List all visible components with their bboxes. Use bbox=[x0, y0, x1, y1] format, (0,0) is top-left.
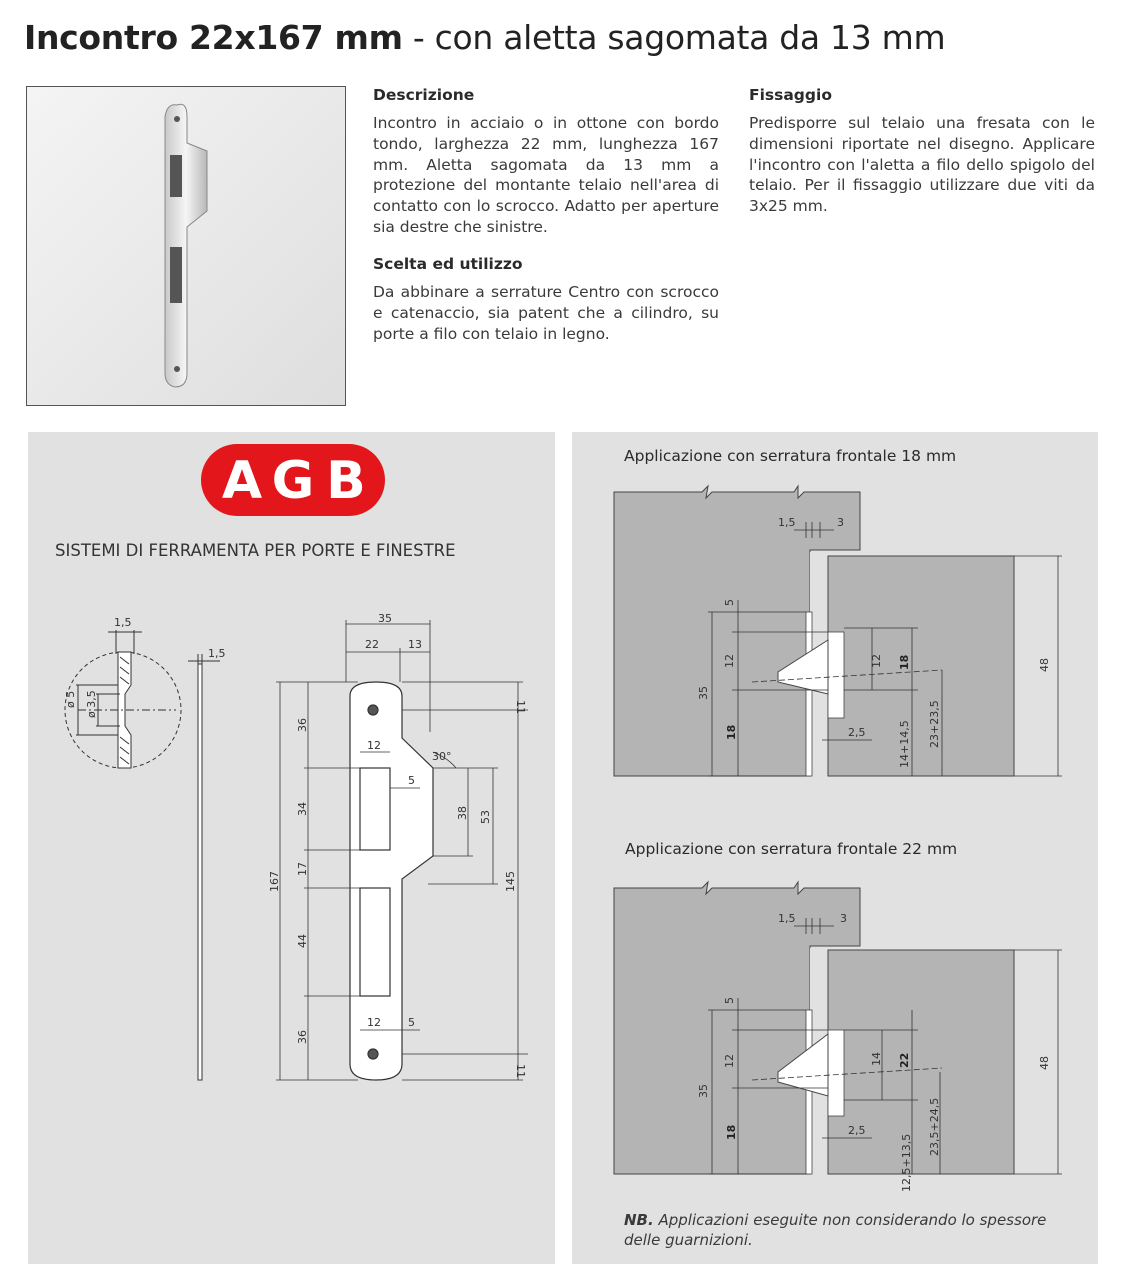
footnote-label: NB. bbox=[624, 1211, 654, 1229]
scelta-heading: Scelta ed utilizzo bbox=[373, 255, 523, 273]
page-title bbox=[24, 18, 945, 57]
footnote bbox=[624, 1210, 1054, 1250]
app22-dim-5: 5 bbox=[723, 997, 736, 1004]
dim-12-top: 12 bbox=[367, 739, 381, 752]
title-bold: Incontro 22x167 mm bbox=[24, 18, 403, 57]
logo-letter-b: B bbox=[326, 451, 366, 511]
app22-dim-35: 35 bbox=[697, 1084, 710, 1098]
app18-dim-5: 5 bbox=[723, 599, 736, 606]
dim-36-bottom: 36 bbox=[296, 1030, 309, 1044]
app22-dim-3: 3 bbox=[840, 912, 847, 925]
app22-dim-22: 22 bbox=[898, 1052, 911, 1068]
app18-title: Applicazione con serratura frontale 18 mm bbox=[624, 447, 957, 465]
dim-1-5-detail: 1,5 bbox=[114, 616, 132, 629]
dim-145: 145 bbox=[504, 871, 517, 892]
dim-11-top: 11 bbox=[514, 700, 527, 714]
dim-53: 53 bbox=[479, 810, 492, 824]
dim-5-bottom: 5 bbox=[408, 1016, 415, 1029]
app22-dim-12: 12 bbox=[723, 1054, 736, 1068]
app22-title: Applicazione con serratura frontale 22 mm bbox=[625, 840, 958, 858]
strike-drawing bbox=[28, 432, 555, 1264]
app22-dim-14: 14 bbox=[870, 1052, 883, 1066]
app22-dim-48: 48 bbox=[1038, 1056, 1051, 1070]
fissaggio-text: Predisporre sul telaio una fresata con le dimensioni riportate nel disegno. Applicare l'incontro con l'aletta a filo dello spigolo del telaio. Per il fissaggio utilizzare due viti da 3x25 mm. bbox=[749, 114, 1095, 216]
dim-22: 22 bbox=[365, 638, 379, 651]
app18-dim-14-14-5: 14+14,5 bbox=[898, 720, 911, 768]
app18-dim-1-5: 1,5 bbox=[778, 516, 796, 529]
app18-dim-48: 48 bbox=[1038, 658, 1051, 672]
app18-dim-35: 35 bbox=[697, 686, 710, 700]
app18-dim-12-right: 12 bbox=[870, 654, 883, 668]
dim-35: 35 bbox=[378, 612, 392, 625]
app22-dim-23-5-24-5: 23,5+24,5 bbox=[928, 1097, 941, 1156]
app22-dim-18: 18 bbox=[725, 1124, 738, 1140]
app18-dim-3: 3 bbox=[837, 516, 844, 529]
scelta-text: Da abbinare a serrature Centro con scrocco e catenaccio, sia patent che a cilindro, su porte a filo con telaio in legno. bbox=[373, 283, 719, 343]
agb-logo bbox=[201, 444, 385, 516]
app18-dim-2-5: 2,5 bbox=[848, 726, 866, 739]
brand-tagline: SISTEMI DI FERRAMENTA PER PORTE E FINESTRE bbox=[55, 541, 456, 560]
descrizione-heading: Descrizione bbox=[373, 86, 475, 104]
dim-17: 17 bbox=[296, 862, 309, 876]
logo-letter-a: A bbox=[221, 451, 263, 511]
dim-167: 167 bbox=[268, 871, 281, 892]
fissaggio-heading: Fissaggio bbox=[749, 86, 832, 104]
descrizione-text: Incontro in acciaio o in ottone con bordo tondo, larghezza 22 mm, lunghezza 167 mm. Aletta sagomata da 13 mm a protezione del montante telaio nell'area di contatto con lo scrocco. Adatto per aperture sia destre che sinistre. bbox=[373, 114, 719, 236]
dim-1-5-side: 1,5 bbox=[208, 647, 226, 660]
app22-dim-2-5: 2,5 bbox=[848, 1124, 866, 1137]
dim-angle: 30° bbox=[432, 750, 452, 763]
application-drawings bbox=[572, 432, 1098, 1264]
dim-12-bottom: 12 bbox=[367, 1016, 381, 1029]
app18-dim-23-23-5: 23+23,5 bbox=[928, 700, 941, 748]
application-panel bbox=[572, 432, 1098, 1264]
dim-38: 38 bbox=[456, 806, 469, 820]
dim-34: 34 bbox=[296, 802, 309, 816]
dim-36-top: 36 bbox=[296, 718, 309, 732]
app18-drawing bbox=[614, 486, 1062, 776]
technical-drawing-panel bbox=[28, 432, 555, 1264]
dim-5-top: 5 bbox=[408, 774, 415, 787]
app22-dim-12-5-13-5: 12,5+13,5 bbox=[900, 1133, 913, 1192]
dim-44: 44 bbox=[296, 934, 309, 948]
dim-11-bottom: 11 bbox=[514, 1064, 527, 1078]
title-subtitle: - con aletta sagomata da 13 mm bbox=[402, 18, 946, 57]
footnote-text: Applicazioni eseguite non considerando lo spessore delle guarnizioni. bbox=[624, 1211, 1047, 1249]
product-photo bbox=[26, 86, 346, 406]
dim-13: 13 bbox=[408, 638, 422, 651]
strike-plate-photo bbox=[27, 87, 345, 405]
logo-letter-g: G bbox=[271, 451, 315, 511]
app18-dim-18-right: 18 bbox=[898, 654, 911, 670]
app22-dim-1-5: 1,5 bbox=[778, 912, 796, 925]
app18-dim-18-left: 18 bbox=[725, 724, 738, 740]
dim-d35: ø 3,5 bbox=[85, 690, 98, 718]
app22-drawing bbox=[614, 882, 1062, 1192]
dim-d5: ø 5 bbox=[64, 690, 77, 708]
app18-dim-12: 12 bbox=[723, 654, 736, 668]
